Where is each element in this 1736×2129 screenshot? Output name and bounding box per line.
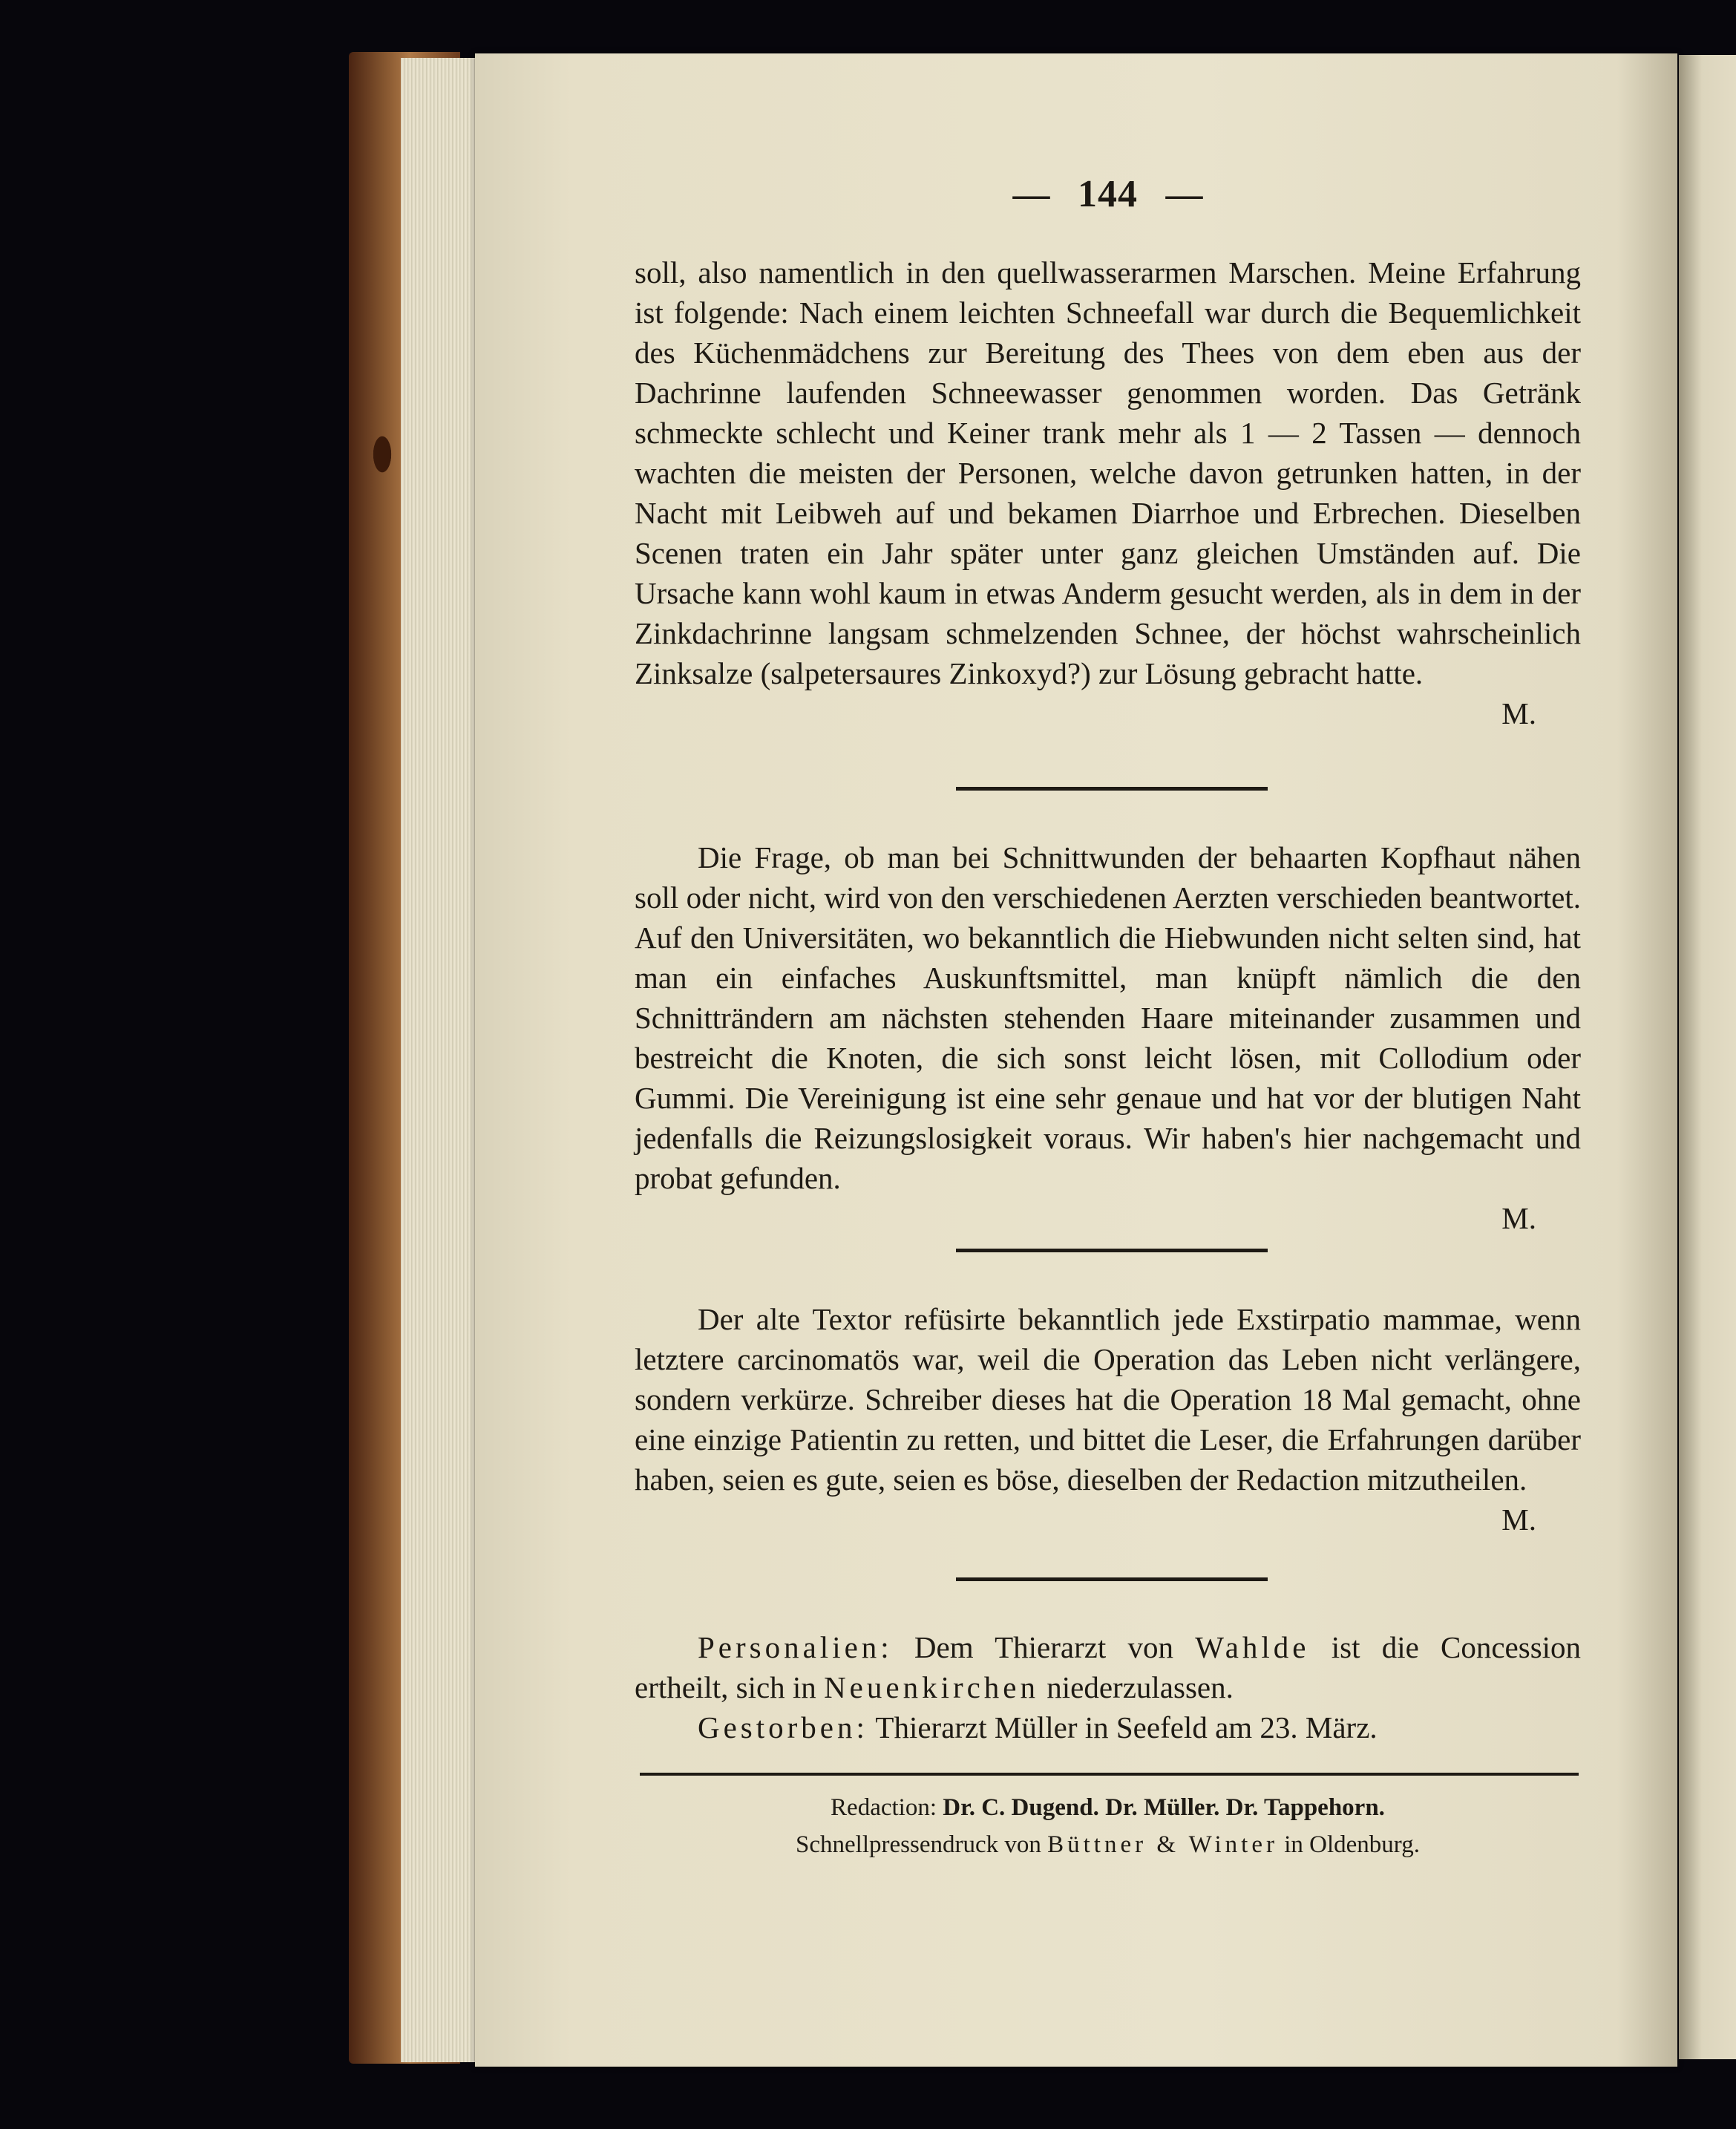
- printer-prefix: Schnellpressendruck von: [796, 1831, 1041, 1858]
- signature: M.: [1501, 1502, 1536, 1537]
- printer-line: [635, 1826, 1581, 1863]
- personalien-text: Dem Thierarzt von: [914, 1630, 1174, 1664]
- personalien-text3: niederzulassen.: [1046, 1670, 1234, 1704]
- article-zinc-snow-water: [635, 252, 1581, 733]
- personalien-label: Personalien:: [698, 1630, 893, 1664]
- article-textor-mammae: [635, 1299, 1581, 1540]
- paragraph: Der alte Textor refüsirte bekanntlich jede Exstirpatio mammae, wenn letztere carcinomatös war, weil die Operation das Leben nicht verlängere, sondern verkürze. Schreiber dieses hat die Operation 18 Mal gemacht, ohne eine einzige Patientin zu retten, und bittet die Leser, die Erfahrungen darüber haben, seien es gute, seien es böse, dieselben der Redaction mitzutheilen.: [635, 1302, 1581, 1497]
- editors: Dr. C. Dugend. Dr. Müller. Dr. Tappehorn.: [943, 1794, 1385, 1821]
- redaction-label: Redaction:: [831, 1794, 937, 1821]
- page-number-value: 144: [1078, 173, 1138, 215]
- printer-suffix: in Oldenburg.: [1284, 1831, 1420, 1858]
- personalien-place: Neuenkirchen: [824, 1670, 1040, 1704]
- page-number-dash-right: —: [1165, 173, 1203, 215]
- section-divider: [956, 787, 1268, 791]
- personalien-name: Wahlde: [1195, 1630, 1310, 1664]
- personalien-section: [635, 1627, 1581, 1747]
- gestorben-paragraph: [635, 1707, 1581, 1747]
- section-divider: [956, 1577, 1268, 1581]
- page-number-dash-left: —: [1012, 173, 1050, 215]
- page-number: [635, 172, 1581, 216]
- page-edges: [401, 58, 482, 2062]
- signature: M.: [1501, 1201, 1536, 1235]
- personalien-text2: ist die Concession ertheilt, sich in: [635, 1630, 1582, 1704]
- redaction-line: [635, 1789, 1581, 1826]
- paragraph: soll, also namentlich in den quellwasserarmen Marschen. Meine Erfahrung ist folgende: Nach einem leichten Schneefall war durch die Bequemlichkeit des Küchenmädchens zur Bereitung des Thees von dem eben aus der Dachrinne laufenden Schneewasser genommen worden. Das Getränk schmeckte schlecht und Keiner trank mehr als 1 — 2 Tassen — dennoch wachten die meisten der Personen, welche davon getrunken hatten, in der Nacht mit Leibweh auf und bekamen Diarrhoe und Erbrechen. Dieselben Scenen traten ein Jahr später unter ganz gleichen Umständen auf. Die Ursache kann wohl kaum in etwas Anderm gesucht werden, als in dem in der Zinkdachrinne langsam schmelzenden Schnee, der höchst wahrscheinlich Zinksalze (salpetersaures Zinkoxyd?) zur Lösung gebracht hatte.: [635, 255, 1581, 690]
- gestorben-text: Thierarzt Müller in Seefeld am 23. März.: [875, 1710, 1378, 1744]
- paragraph: Die Frage, ob man bei Schnittwunden der behaarten Kopfhaut nähen soll oder nicht, wird von den verschiedenen Aerzten verschieden beantwortet. Auf den Universitäten, wo bekanntlich die Hiebwunden nicht selten sind, hat man ein einfaches Auskunftsmittel, man knüpft nämlich die den Schnitträndern am nächsten stehenden Haare miteinander zusammen und bestreicht die Knoten, die sich sonst leicht lösen, mit Collodium oder Gummi. Die Vereinigung ist eine sehr genaue und hat vor der blutigen Naht jedenfalls die Reizungslosigkeit voraus. Wir haben's hier nachgemacht und probat gefunden.: [635, 840, 1581, 1195]
- article-scalp-wounds: [635, 837, 1581, 1238]
- footer-rule: [640, 1773, 1579, 1776]
- gestorben-label: Gestorben:: [698, 1710, 868, 1744]
- imprint-footer: [635, 1789, 1581, 1863]
- personalien-paragraph: [635, 1627, 1581, 1707]
- section-divider: [956, 1249, 1268, 1252]
- printer-name: Büttner & Winter: [1047, 1831, 1278, 1858]
- next-page-edge: [1679, 55, 1736, 2059]
- signature: M.: [1501, 696, 1536, 730]
